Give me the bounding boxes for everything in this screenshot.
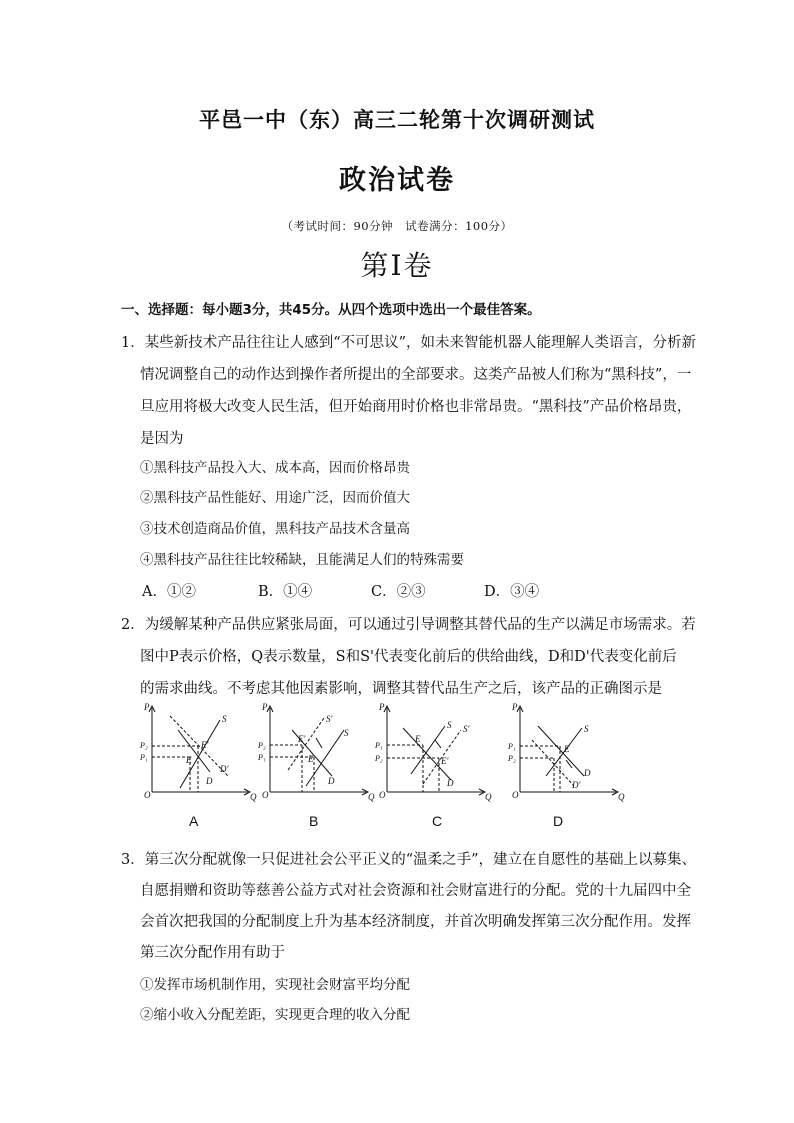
svg-text:Q: Q bbox=[368, 792, 375, 802]
q1-option-d: D．③④ bbox=[484, 584, 540, 600]
graph-label-c: C bbox=[432, 813, 443, 829]
q1-line: 是因为 bbox=[140, 431, 184, 447]
q3-line: 会首次把我国的分配制度上升为基本经济制度，并首次明确发挥第三次分配作用。发挥 bbox=[140, 914, 691, 930]
svg-text:P₁: P₁ bbox=[140, 753, 148, 762]
q3-statement: ②缩小收入分配差距，实现更合理的收入分配 bbox=[140, 1007, 410, 1023]
svg-text:S: S bbox=[584, 724, 589, 734]
subject-title: 政治试卷 bbox=[339, 165, 455, 196]
svg-text:Q: Q bbox=[618, 792, 625, 802]
q1-option-a: A．①② bbox=[142, 584, 196, 600]
svg-text:Q: Q bbox=[485, 792, 492, 802]
q1-option-b: B．①④ bbox=[258, 584, 313, 600]
q3-statement: ①发挥市场机制作用，实现社会财富平均分配 bbox=[140, 977, 410, 993]
svg-text:O: O bbox=[379, 790, 386, 800]
svg-text:P₁: P₁ bbox=[508, 742, 516, 751]
q1-statement: ④黑科技产品往往比较稀缺，且能满足人们的特殊需要 bbox=[140, 552, 464, 568]
svg-text:P: P bbox=[379, 702, 385, 712]
svg-text:O: O bbox=[144, 790, 151, 800]
q2-line: 2．为缓解某种产品供应紧张局面，可以通过引导调整其替代品的生产以满足市场需求。若 bbox=[121, 617, 696, 633]
svg-text:D: D bbox=[328, 776, 335, 786]
q2-line: 图中P表示价格，Q表示数量，S和S'代表变化前后的供给曲线，D和D'代表变化前后 bbox=[140, 649, 677, 665]
svg-text:D: D bbox=[584, 768, 591, 778]
svg-text:D': D' bbox=[572, 780, 581, 790]
svg-text:D: D bbox=[447, 778, 454, 788]
svg-text:P: P bbox=[144, 702, 150, 712]
section-heading: 一、选择题：每小题3分，共45分。从四个选项中选出一个最佳答案。 bbox=[121, 302, 541, 318]
svg-text:E': E' bbox=[201, 740, 209, 750]
svg-text:S: S bbox=[344, 728, 349, 738]
svg-text:E: E bbox=[186, 755, 192, 765]
q1-line: 情况调整自己的动作达到操作者所提出的全部要求。这类产品被人们称为“黑科技”，一 bbox=[140, 367, 692, 383]
svg-text:P₁: P₁ bbox=[375, 741, 383, 750]
q3-line: 第三次分配作用有助于 bbox=[140, 945, 285, 961]
svg-text:E: E bbox=[308, 754, 314, 764]
svg-text:P₂: P₂ bbox=[508, 754, 516, 763]
svg-text:E': E' bbox=[441, 756, 449, 766]
volume-title: 第Ⅰ卷 bbox=[360, 249, 434, 282]
graph-c bbox=[375, 700, 490, 810]
graph-a bbox=[140, 700, 255, 810]
svg-text:O: O bbox=[512, 790, 519, 800]
q3-line: 自愿捐赠和资助等慈善公益方式对社会资源和社会财富进行的分配。党的十九届四中全 bbox=[140, 883, 691, 899]
q1-statement: ③技术创造商品价值，黑科技产品技术含量高 bbox=[140, 521, 410, 537]
svg-text:D': D' bbox=[220, 764, 229, 774]
graph-d bbox=[508, 700, 623, 810]
svg-text:P₂: P₂ bbox=[140, 741, 148, 750]
svg-text:P₂: P₂ bbox=[258, 741, 266, 750]
svg-text:S': S' bbox=[326, 714, 333, 724]
svg-text:D: D bbox=[206, 776, 213, 786]
svg-text:S: S bbox=[222, 714, 227, 724]
graph-label-d: D bbox=[553, 813, 564, 829]
graph-label-a: A bbox=[189, 813, 199, 829]
school-title: 平邑一中（东）高三二轮第十次调研测试 bbox=[199, 107, 595, 132]
svg-text:E: E bbox=[415, 734, 421, 744]
svg-text:Q: Q bbox=[250, 792, 257, 802]
q3-line: 3．第三次分配就像一只促进社会公平正义的“温柔之手”，建立在自愿性的基础上以募集、 bbox=[121, 852, 697, 868]
svg-text:P: P bbox=[512, 702, 518, 712]
svg-text:P₁: P₁ bbox=[258, 753, 266, 762]
graph-label-b: B bbox=[309, 813, 319, 829]
svg-text:S': S' bbox=[463, 724, 470, 734]
svg-text:S: S bbox=[447, 720, 452, 730]
svg-text:P: P bbox=[262, 702, 268, 712]
q1-option-c: C．②③ bbox=[371, 584, 426, 600]
svg-text:O: O bbox=[262, 790, 269, 800]
q1-statement: ①黑科技产品投入大、成本高，因而价格昂贵 bbox=[140, 460, 410, 476]
exam-info: （考试时间：90分钟 试卷满分：100分） bbox=[281, 219, 513, 233]
q1-line: 旦应用将极大改变人民生活，但开始商用时价格也非常昂贵。“黑科技”产品价格昂贵， bbox=[140, 399, 692, 415]
svg-text:E: E bbox=[564, 744, 570, 754]
svg-text:P₂: P₂ bbox=[375, 754, 383, 763]
q2-line: 的需求曲线。不考虑其他因素影响，调整其替代品生产之后，该产品的正确图示是 bbox=[140, 681, 662, 697]
graph-b bbox=[258, 700, 373, 810]
q1-statement: ②黑科技产品性能好、用途广泛，因而价值大 bbox=[140, 490, 410, 506]
q1-line: 1．某些新技术产品往往让人感到“不可思议”，如未来智能机器人能理解人类语言，分析新 bbox=[121, 335, 697, 351]
svg-text:E': E' bbox=[298, 734, 306, 744]
